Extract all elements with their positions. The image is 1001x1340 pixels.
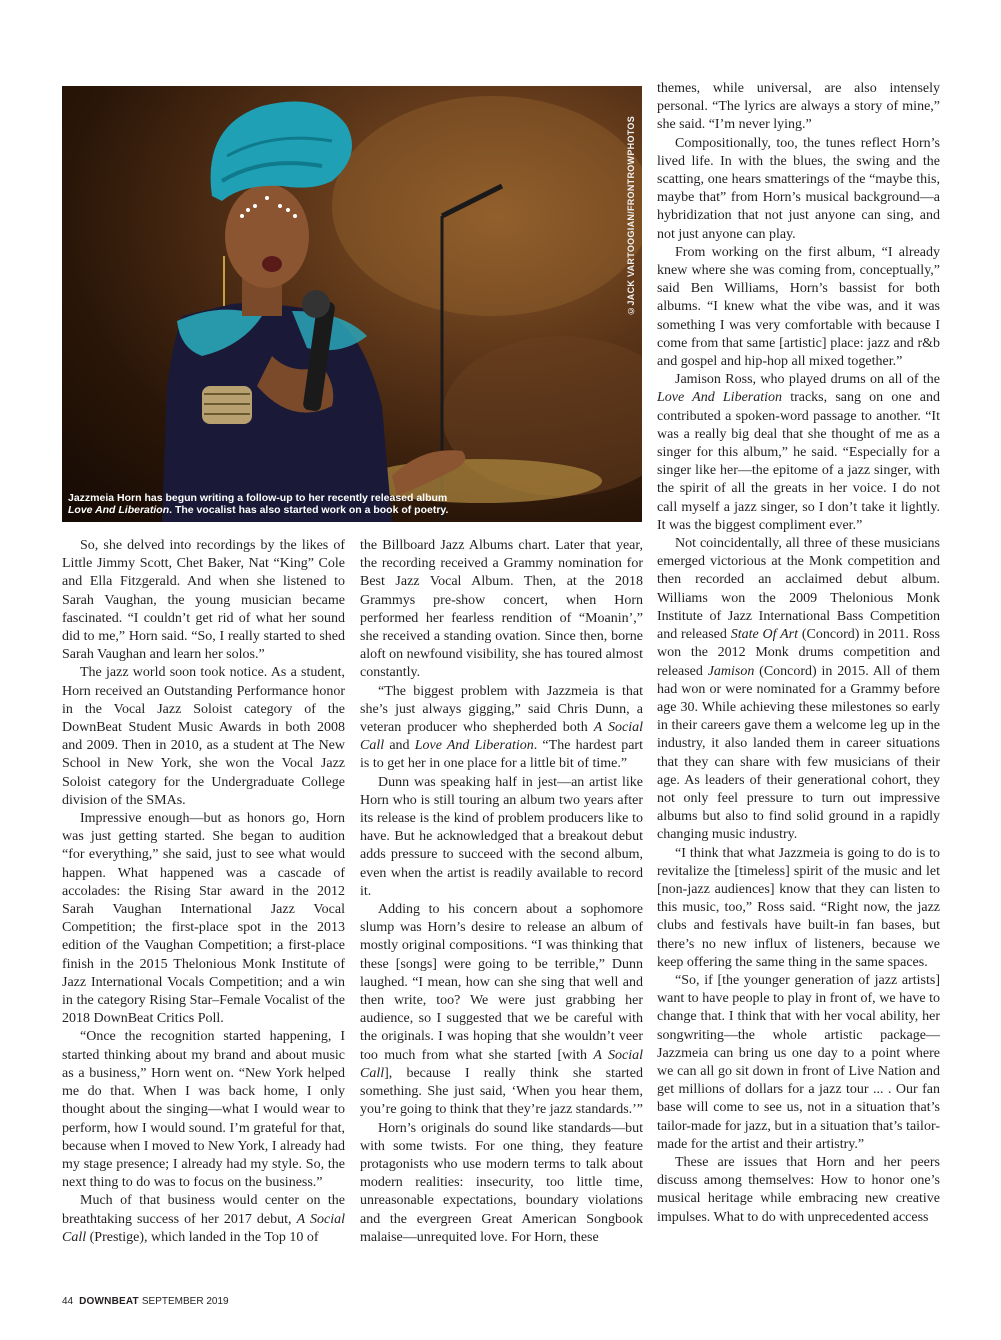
paragraph: From working on the first album, “I already knew where she was coming from, conceptually,” said Ben Williams, Horn’s bassist for both albums. “I knew what the vibe was, and it was something I was very comfortable with because I come from that same [artistic] place: jazz and r&b and gospel and hip-hop all mixed together.” xyxy=(657,244,940,370)
text-run: ], because I really think she started something. She just said, ‘When you hear them, you’re going to think that they’re jazz standards.’” xyxy=(360,1065,644,1118)
paragraph: “So, if [the younger generation of jazz artists] want to have people to play in front of, we have to change that. I think that with her vocal ability, her songwriting—the whole artistic package—Jazzmeia can bring us one day to a point where we can all go sit down in front of Live Nation and get millions of dollars for a jazz tour ... . Our fan base will come to see us, not in a situation that’s tailor-made for jazz, but in a situation that’s tailor-made for the artist and their artistry.” xyxy=(657,972,940,1152)
album-title: Love And Liberation xyxy=(414,738,534,754)
article-photo xyxy=(62,86,642,522)
paragraph: “I think that what Jazzmeia is going to do is to revitalize the [timeless] spirit of the music and let [non-jazz audiences] know that they can listen to this music, too,” Ross said. “Right now, the jazz clubs and festivals have built-in fan bases, but there’s no new influx of listeners, because we keep offering the same thing in the same spaces. xyxy=(657,845,940,970)
page-number: 44 xyxy=(62,1296,74,1307)
text-run: tracks, sang on one and contributed a spoken-word passage to another. “It was a really big deal that she thought of me as a singer for this album,” he said. “Especially for a singer like her—the epitome of a jazz singer, with the spirit of all the greats in her voice. I do not call myself a jazz singer, so I don’t take it lightly. It was the biggest compliment ever.” xyxy=(657,390,940,533)
text-run: Much of that business would center on the breathtaking success of her 2017 debut, xyxy=(62,1193,345,1227)
text-run: (Prestige), which landed in the Top 10 of xyxy=(86,1229,319,1245)
album-title: A Social Call xyxy=(360,720,643,754)
magazine-name: DOWNBEAT xyxy=(79,1296,139,1307)
paragraph: These are issues that Horn and her peers discuss among themselves: How to honor one’s musical heritage while embracing new creative impulses. What to do with unprecedented access xyxy=(657,1154,940,1225)
paragraph xyxy=(360,901,643,1119)
paragraph: themes, while universal, are also intensely personal. “The lyrics are always a story of mine,” she said. “I’m never lying.” xyxy=(657,81,940,133)
paragraph: “Once the recognition started happening, I started thinking about my brand and about music as a business,” Horn went on. “New York helped me do that. When I was back home, I only thought about the singing—what I would wear to perform, how I would sound. I’m grateful for that, because when I moved to New York, I already had my stage presence; I already had my style. So, the next thing to do was to focus on the business.” xyxy=(62,1029,345,1191)
article-column-2 xyxy=(360,537,643,1247)
paragraph: Impressive enough—but as honors go, Horn was just getting started. She began to audition “for everything,” she said, just to see what would happen. What happened was a cascade of accolades: the Rising Star award in the 2012 Sarah Vaughan International Jazz Vocal Competition; the first-place spot in the 2013 edition of the Vaughan Competition; a first-place finish in the 2015 Thelonious Monk Institute of Jazz International Vocals Competition; and a win in the category Rising Star–Female Vocalist of the 2018 DownBeat Critics Poll. xyxy=(62,811,345,1027)
paragraph: Dunn was speaking half in jest—an artist like Horn who is still touring an album two years after its release is the kind of problem producers like to have. But he acknowledged that a breakout debut adds pressure to succeed with the second album, even when the artist is readily available to record it. xyxy=(360,774,643,899)
singer-illustration xyxy=(62,86,642,522)
paragraph xyxy=(657,535,940,844)
paragraph: So, she delved into recordings by the likes of Little Jimmy Scott, Chet Baker, Nat “King” Cole and Ella Fitzgerald. And when she listened to Sarah Vaughan, the young musician became fascinated. “I couldn’t get rid of what her sound did to me,” Horn said. “So, I really started to shed Sarah Vaughan and learn her solos.” xyxy=(62,538,345,663)
caption-line1: Jazzmeia Horn has begun writing a follow-up to her recently released album xyxy=(68,492,448,504)
album-title: A Social Call xyxy=(360,1047,643,1081)
article-column-3 xyxy=(657,80,940,1227)
text-run: Jamison Ross, who played drums on all of the xyxy=(675,372,940,388)
paragraph xyxy=(360,683,643,774)
paragraph: The jazz world soon took notice. As a student, Horn received an Outstanding Performance honor in the Vocal Jazz Soloist category of the DownBeat Student Music Awards in both 2008 and 2009. Then in 2010, as a student at The New School in New York, she won the Vocal Jazz Soloist category for the Undergraduate College division of the SMAs. xyxy=(62,665,345,808)
paragraph xyxy=(657,371,940,535)
paragraph: Horn’s originals do sound like standards—but with some twists. For one thing, they feature protagonists who use modern terms to talk about modern realities: insecurity, too little time, unreasonable expectations, boundary violations and the evergreen Great American Songbook malaise—unrequited love. For Horn, these xyxy=(360,1120,643,1245)
paragraph: the Billboard Jazz Albums chart. Later that year, the recording received a Grammy nomination for Best Jazz Vocal Album. Then, at the 2018 Grammys pre-show concert, when Horn performed her fearless rendition of “Moanin’,” she received a standing ovation. Since then, borne aloft on newfound visibility, she has toured almost constantly. xyxy=(360,538,643,681)
article-column-1 xyxy=(62,537,345,1247)
album-title: State Of Art xyxy=(730,627,799,643)
album-title: Love And Liberation xyxy=(657,390,783,406)
text-run: . “The hardest part is to get her in one place for a little bit of time.” xyxy=(360,738,643,772)
photo-credit: ©JACK VARTOOGIAN/FRONTROWPHOTOS xyxy=(626,116,636,316)
caption-line2: . The vocalist has also started work on a book of poetry. xyxy=(169,504,449,516)
text-run: (Concord) in 2011. Ross won the 2012 Monk drums competition and released xyxy=(657,627,940,679)
caption-album-title: Love And Liberation xyxy=(68,504,170,516)
issue-date: SEPTEMBER 2019 xyxy=(141,1296,229,1307)
text-run: “The biggest problem with Jazzmeia is that she’s just always gigging,” said Chris Dunn, a veteran producer who shepherded both xyxy=(360,683,643,736)
photo-caption xyxy=(68,492,538,516)
text-run: Not coincidentally, all three of these musicians emerged victorious at the Monk competition and then recorded an acclaimed debut album. Williams won the 2009 Thelonious Monk Institute of Jazz International Bass Competition and released xyxy=(657,536,940,643)
page-footer xyxy=(62,1296,229,1307)
paragraph xyxy=(62,1192,345,1247)
album-title: Jamison xyxy=(707,663,755,679)
album-title: A Social Call xyxy=(62,1211,346,1245)
text-run: and xyxy=(384,738,415,754)
text-run: Adding to his concern about a sophomore slump was Horn’s desire to release an album of mostly original compositions. “I was thinking that these [songs] were going to be terrible,” Dunn laughed. “I mean, how can she sing that well and then write, too? We were just grabbing her audience, so I suggested that we be careful with the originals. I was hoping that she wouldn’t veer too much from what she started [with xyxy=(360,902,643,1063)
text-run: (Concord) in 2015. All of them had won or were nominated for a Grammy before age 30. While achieving these milestones so early in their careers gave them a welcome leg up in the industry, it also landed them in career situations that they can share with few musicians of their age. As leaders of their generational cohort, they not only feel pressure to turn out impressive albums but also to find solid ground in a rapidly changing music industry. xyxy=(657,663,941,843)
paragraph: Compositionally, too, the tunes reflect Horn’s lived life. In with the blues, the swing and the scatting, one hears smatterings of the “maybe this, maybe that” from Horn’s musical background—a hybridization that not just anyone can sing, and not just anyone can play. xyxy=(657,135,940,242)
